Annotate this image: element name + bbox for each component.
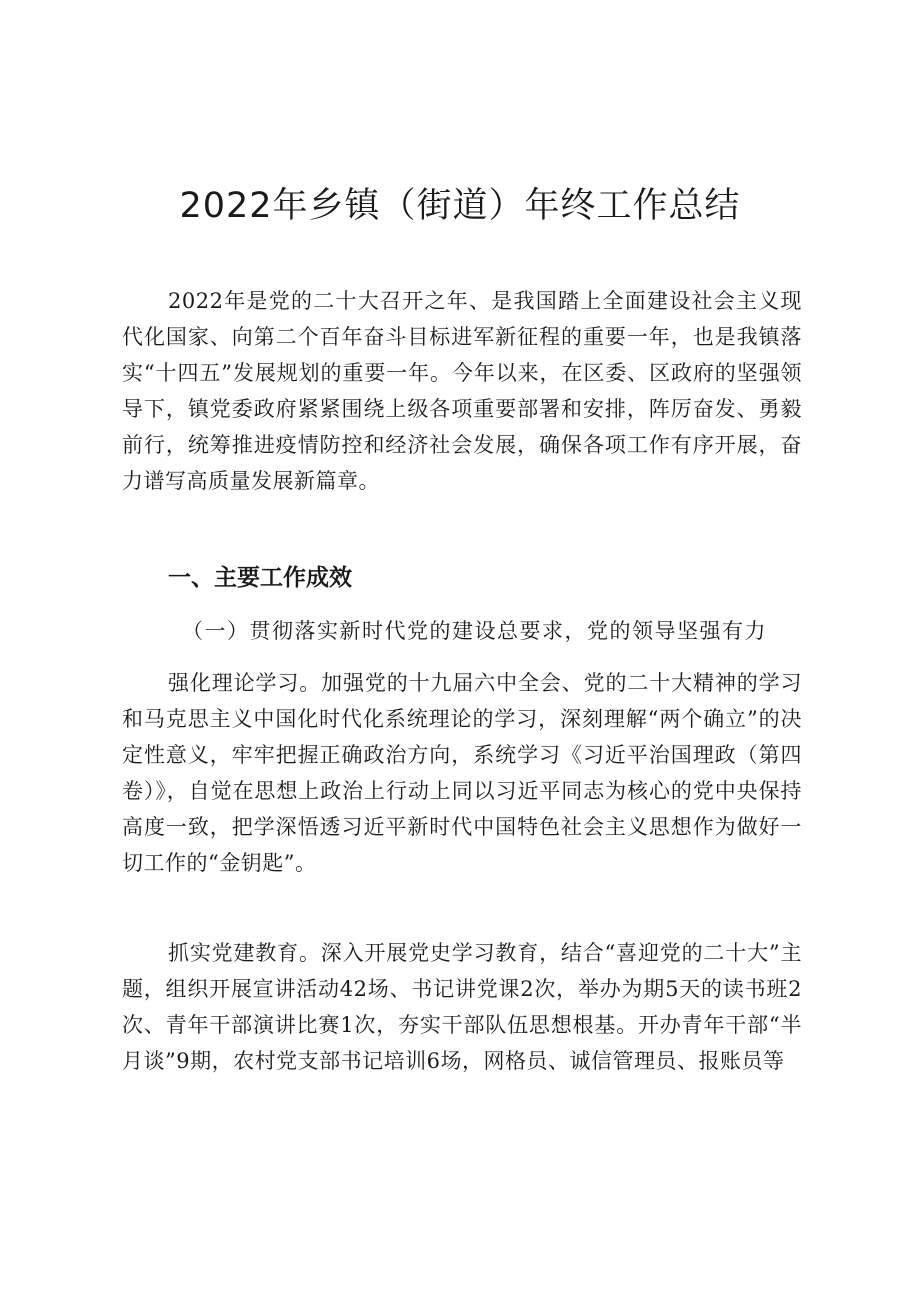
body-paragraph-theory-study: 强化理论学习。加强党的十九届六中全会、党的二十大精神的学习和马克思主义中国化时代化系统理论的学习，深刻理解“两个确立”的决定性意义，牢牢把握正确政治方向，系统学习《习近平治国理政（第四卷）》，自觉在思想上政治上行动上同以习近平同志为核心的党中央保持高度一致，把学深悟透习近平新时代中国特色社会主义思想作为做好一切工作的“金钥匙”。 bbox=[122, 671, 802, 875]
section-heading: 一、主要工作成效 bbox=[168, 565, 352, 591]
intro-paragraph: 2022年是党的二十大召开之年、是我国踏上全面建设社会主义现代化国家、向第二个百年奋斗目标进军新征程的重要一年，也是我镇落实“十四五”发展规划的重要一年。今年以来，在区委、区政府的坚强领导下，镇党委政府紧紧围绕上级各项重要部署和安排，阵厉奋发、勇毅前行，统筹推进疫情防控和经济社会发展，确保各项工作有序开展，奋力谱写高质量发展新篇章。 bbox=[122, 289, 802, 493]
body-paragraph-party-education: 抓实党建教育。深入开展党史学习教育，结合“喜迎党的二十大”主题，组织开展宣讲活动42场、书记讲党课2次，举办为期5天的读书班2次、青年干部演讲比赛1次，夯实干部队伍思想根基。开办青年干部“半月谈”9期，农村党支部书记培训6场，网格员、诚信管理员、报账员等 bbox=[122, 941, 802, 1073]
subsection-heading: （一）贯彻落实新时代党的建设总要求，党的领导坚强有力 bbox=[182, 619, 767, 643]
document-title: 2022年乡镇（街道）年终工作总结 bbox=[179, 186, 741, 226]
